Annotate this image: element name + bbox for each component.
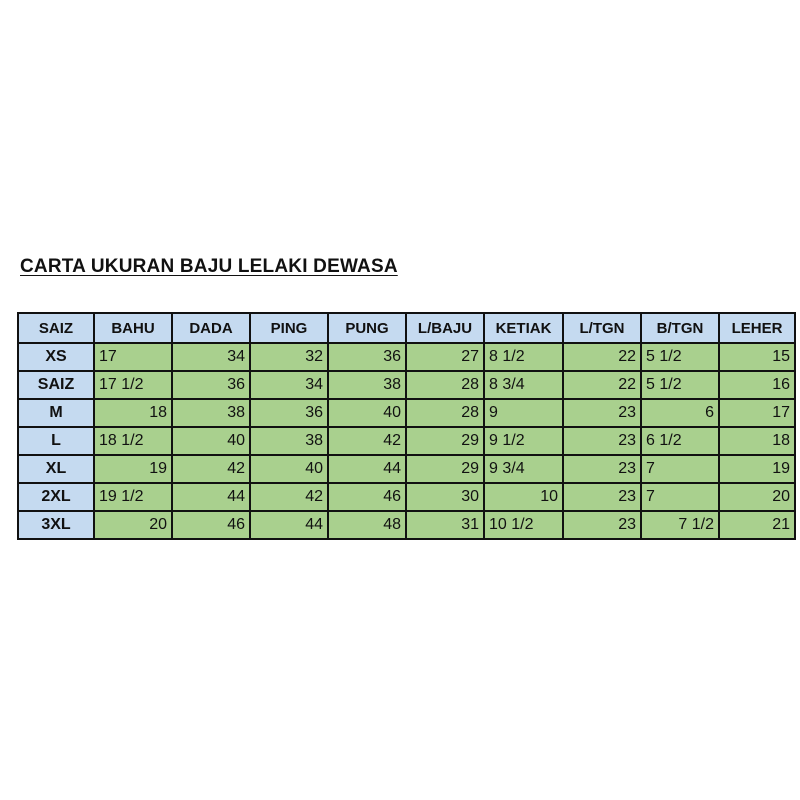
measurement-cell: 36 <box>172 371 250 399</box>
measurement-cell: 40 <box>328 399 406 427</box>
measurement-cell: 20 <box>94 511 172 539</box>
measurement-cell: 23 <box>563 483 641 511</box>
column-header: LEHER <box>719 313 795 343</box>
measurement-cell: 21 <box>719 511 795 539</box>
measurement-cell: 22 <box>563 371 641 399</box>
size-label-cell: L <box>18 427 94 455</box>
measurement-cell: 38 <box>250 427 328 455</box>
table-header-row <box>18 313 795 343</box>
table-row <box>18 511 795 539</box>
size-label-cell: 3XL <box>18 511 94 539</box>
measurement-cell: 17 <box>94 343 172 371</box>
measurement-cell: 9 <box>484 399 563 427</box>
column-header: DADA <box>172 313 250 343</box>
measurement-cell: 42 <box>250 483 328 511</box>
measurement-cell: 10 1/2 <box>484 511 563 539</box>
measurement-cell: 6 <box>641 399 719 427</box>
measurement-cell: 7 <box>641 483 719 511</box>
measurement-cell: 18 <box>94 399 172 427</box>
column-header: L/BAJU <box>406 313 484 343</box>
measurement-cell: 5 1/2 <box>641 343 719 371</box>
table-row <box>18 483 795 511</box>
measurement-cell: 18 1/2 <box>94 427 172 455</box>
measurement-cell: 36 <box>328 343 406 371</box>
column-header: L/TGN <box>563 313 641 343</box>
measurement-cell: 31 <box>406 511 484 539</box>
measurement-cell: 18 <box>719 427 795 455</box>
measurement-cell: 34 <box>250 371 328 399</box>
measurement-cell: 16 <box>719 371 795 399</box>
measurement-cell: 29 <box>406 427 484 455</box>
measurement-cell: 30 <box>406 483 484 511</box>
measurement-cell: 22 <box>563 343 641 371</box>
measurement-cell: 44 <box>250 511 328 539</box>
measurement-cell: 23 <box>563 455 641 483</box>
measurement-cell: 17 1/2 <box>94 371 172 399</box>
table-row <box>18 427 795 455</box>
table-row <box>18 455 795 483</box>
measurement-cell: 7 <box>641 455 719 483</box>
table-row <box>18 343 795 371</box>
measurement-cell: 20 <box>719 483 795 511</box>
measurement-cell: 23 <box>563 427 641 455</box>
measurement-cell: 42 <box>328 427 406 455</box>
measurement-cell: 9 1/2 <box>484 427 563 455</box>
size-label-cell: SAIZ <box>18 371 94 399</box>
measurement-cell: 27 <box>406 343 484 371</box>
measurement-cell: 8 1/2 <box>484 343 563 371</box>
measurement-cell: 6 1/2 <box>641 427 719 455</box>
measurement-cell: 28 <box>406 371 484 399</box>
measurement-cell: 40 <box>172 427 250 455</box>
measurement-cell: 44 <box>328 455 406 483</box>
measurement-cell: 9 3/4 <box>484 455 563 483</box>
column-header: PUNG <box>328 313 406 343</box>
measurement-cell: 38 <box>172 399 250 427</box>
table-body <box>18 343 795 539</box>
measurement-cell: 40 <box>250 455 328 483</box>
measurement-cell: 17 <box>719 399 795 427</box>
page-title: CARTA UKURAN BAJU LELAKI DEWASA <box>20 256 398 277</box>
measurement-cell: 15 <box>719 343 795 371</box>
size-label-cell: 2XL <box>18 483 94 511</box>
size-label-cell: XL <box>18 455 94 483</box>
column-header: KETIAK <box>484 313 563 343</box>
measurement-cell: 34 <box>172 343 250 371</box>
measurement-cell: 28 <box>406 399 484 427</box>
measurement-cell: 44 <box>172 483 250 511</box>
measurement-cell: 36 <box>250 399 328 427</box>
measurement-cell: 5 1/2 <box>641 371 719 399</box>
measurement-cell: 19 <box>94 455 172 483</box>
column-header: PING <box>250 313 328 343</box>
measurement-cell: 19 <box>719 455 795 483</box>
measurement-cell: 29 <box>406 455 484 483</box>
measurement-cell: 23 <box>563 511 641 539</box>
measurement-cell: 19 1/2 <box>94 483 172 511</box>
measurement-cell: 46 <box>328 483 406 511</box>
measurement-cell: 48 <box>328 511 406 539</box>
measurement-cell: 7 1/2 <box>641 511 719 539</box>
measurement-cell: 8 3/4 <box>484 371 563 399</box>
measurement-cell: 38 <box>328 371 406 399</box>
size-label-cell: XS <box>18 343 94 371</box>
measurement-cell: 46 <box>172 511 250 539</box>
size-table <box>17 312 796 540</box>
table-row <box>18 371 795 399</box>
column-header: SAIZ <box>18 313 94 343</box>
column-header: BAHU <box>94 313 172 343</box>
measurement-cell: 32 <box>250 343 328 371</box>
column-header: B/TGN <box>641 313 719 343</box>
table-row <box>18 399 795 427</box>
size-label-cell: M <box>18 399 94 427</box>
measurement-cell: 42 <box>172 455 250 483</box>
measurement-cell: 23 <box>563 399 641 427</box>
measurement-cell: 10 <box>484 483 563 511</box>
